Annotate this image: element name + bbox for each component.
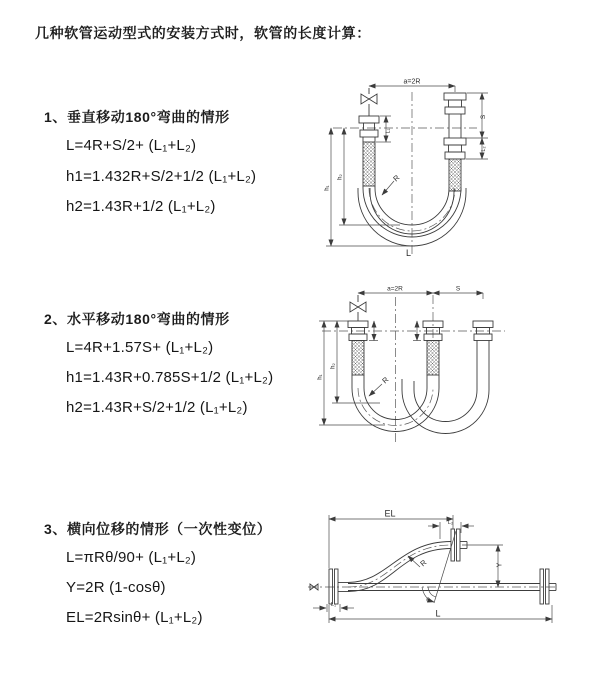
page-title: 几种软管运动型式的安装方式时，软管的长度计算： xyxy=(35,25,371,41)
dim-label-s: S xyxy=(480,114,487,120)
section-2-formula-h2: h2=1.43R+S/2+1/2 (L₁+L₂) xyxy=(66,399,248,416)
centerlines xyxy=(322,295,505,443)
dim-label-h1: h₁ xyxy=(317,374,324,380)
dim-label-h1: h₁ xyxy=(324,185,331,191)
dim-label-y: Y xyxy=(496,562,504,568)
left-flange xyxy=(329,569,348,604)
dim-label-r: R xyxy=(380,374,391,386)
dim-label-l-total: L xyxy=(435,608,441,619)
right-pipe-fitting xyxy=(444,93,466,191)
dim-label-a2r: a=2R xyxy=(403,78,421,86)
section-2-heading: 2、水平移动180°弯曲的情形 xyxy=(44,311,230,327)
dim-label-theta: θ xyxy=(426,597,430,604)
left-pipe-fitting xyxy=(359,116,379,186)
dim-label-h2: h₂ xyxy=(330,363,337,369)
dim-label-l1: L₁ xyxy=(331,602,336,608)
dim-label-a2r: a=2R xyxy=(387,285,403,293)
dim-label-s: S xyxy=(455,285,461,293)
straight-pipe-original xyxy=(348,569,556,604)
pipe-fittings xyxy=(348,321,493,383)
centerlines xyxy=(308,545,558,587)
section-1-formula-h2: h2=1.43R+1/2 (L₁+L₂) xyxy=(66,198,216,215)
diagram-vertical-move-180-bend xyxy=(315,74,515,260)
section-1-formula-L: L=4R+S/2+ (L₁+L₂) xyxy=(66,137,197,154)
section-3-formula-EL: EL=2Rsinθ+ (L₁+L₂) xyxy=(66,609,203,626)
dim-label-l2: L₂ xyxy=(447,520,454,526)
diagram-horizontal-move-180-bend xyxy=(310,283,520,451)
diagram-lateral-displacement xyxy=(300,505,600,650)
dim-label-l1: L₁ xyxy=(385,128,392,134)
section-3-formula-L: L=πRθ/90+ (L₁+L₂) xyxy=(66,549,197,566)
dimensions xyxy=(319,293,483,425)
section-2-formula-L: L=4R+1.57S+ (L₁+L₂) xyxy=(66,339,214,356)
section-3-formula-Y: Y=2R (1-cosθ) xyxy=(66,579,166,596)
dimensions xyxy=(313,515,552,623)
section-1-heading: 1、垂直移动180°弯曲的情形 xyxy=(44,109,230,125)
dim-label-l2: L₂ xyxy=(481,146,487,152)
section-2-formula-h1: h1=1.43R+0.785S+1/2 (L₁+L₂) xyxy=(66,369,274,386)
displaced-hose-curve xyxy=(348,529,467,592)
dim-label-h2: h₂ xyxy=(337,174,344,180)
section-1-formula-h1: h1=1.432R+S/2+1/2 (L₁+L₂) xyxy=(66,168,257,185)
section-3-heading: 3、横向位移的情形（一次性变位） xyxy=(44,521,272,537)
dim-label-el: EL xyxy=(384,508,396,519)
dimensions xyxy=(326,86,488,246)
dim-label-r: R xyxy=(418,557,429,569)
dim-label-r: R xyxy=(391,172,402,184)
valve-icon xyxy=(361,88,377,116)
dim-label-l-total: L xyxy=(406,248,412,258)
valve-icon xyxy=(350,295,366,321)
